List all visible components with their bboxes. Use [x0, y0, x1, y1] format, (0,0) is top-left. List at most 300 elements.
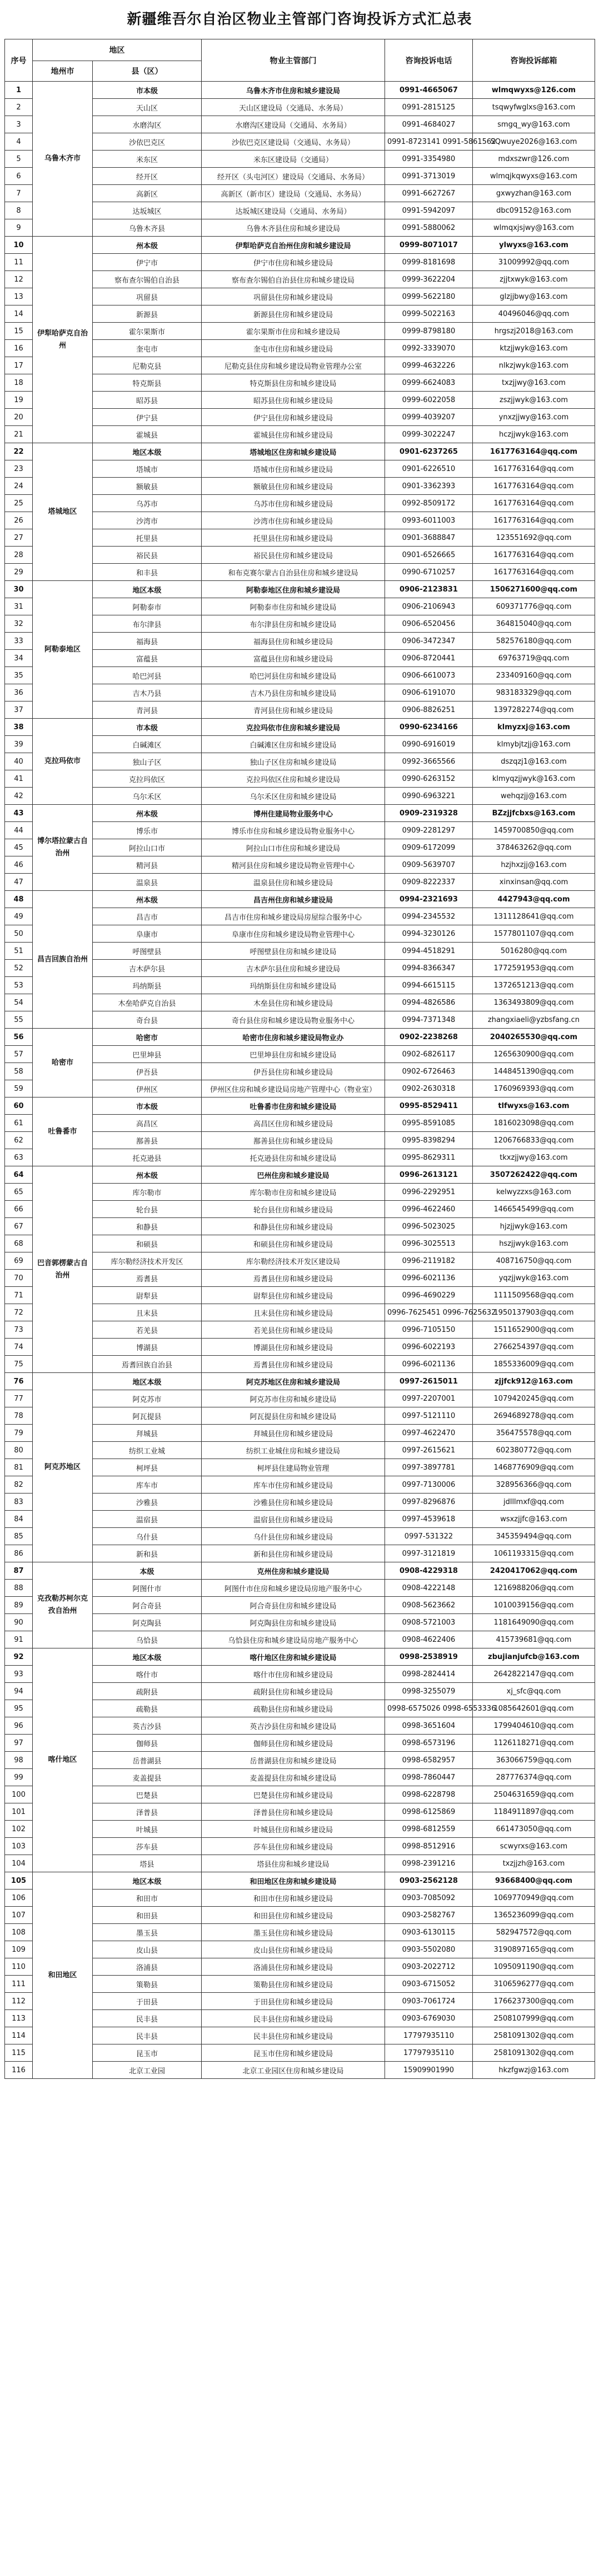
- email-address: 2504631659@qq.com: [473, 1786, 595, 1803]
- county-name: 阿勒泰市: [93, 598, 202, 615]
- email-address: 1617763164@qq.com: [473, 443, 595, 460]
- row-number: 69: [5, 1252, 33, 1270]
- email-address: 1617763164@qq.com: [473, 478, 595, 495]
- county-name: 柯坪县: [93, 1459, 202, 1476]
- table-row: [5, 1648, 595, 1666]
- email-address: scwyrxs@163.com: [473, 1838, 595, 1855]
- phone-number: 0997-531322: [385, 1528, 473, 1545]
- table-row: [5, 1494, 595, 1511]
- row-number: 98: [5, 1752, 33, 1769]
- county-name: 沙依巴克区: [93, 133, 202, 151]
- dept-name: 托里县住房和城乡建设局: [202, 529, 385, 547]
- dept-name: 克拉玛依市住房和城乡建设局: [202, 719, 385, 736]
- email-address: 1577801107@qq.com: [473, 925, 595, 943]
- county-name: 克拉玛依区: [93, 770, 202, 788]
- row-number: 65: [5, 1184, 33, 1201]
- phone-number: 0903-6715052: [385, 1976, 473, 1993]
- county-name: 鄯善县: [93, 1132, 202, 1149]
- dept-name: 和田地区住房和城乡建设局: [202, 1872, 385, 1890]
- table-row: [5, 185, 595, 202]
- row-number: 28: [5, 547, 33, 564]
- row-number: 3: [5, 116, 33, 133]
- row-number: 53: [5, 977, 33, 994]
- row-number: 89: [5, 1597, 33, 1614]
- dept-name: 塔城市住房和城乡建设局: [202, 460, 385, 478]
- dept-name: 岳普湖县住房和城乡建设局: [202, 1752, 385, 1769]
- table-row: [5, 1046, 595, 1063]
- county-name: 市本级: [93, 82, 202, 99]
- row-number: 24: [5, 478, 33, 495]
- table-row: [5, 891, 595, 908]
- dept-name: 昌吉市住房和城乡建设局房屋综合服务中心: [202, 908, 385, 925]
- row-number: 56: [5, 1029, 33, 1046]
- table-row: [5, 168, 595, 185]
- county-name: 哈密市: [93, 1029, 202, 1046]
- table-row: [5, 1580, 595, 1597]
- email-address: zjjtxwyk@163.com: [473, 271, 595, 288]
- table-row: [5, 1872, 595, 1890]
- phone-number: 0995-8629311: [385, 1149, 473, 1166]
- table-row: [5, 1941, 595, 1958]
- dept-name: 柯坪县住建局物业管理: [202, 1459, 385, 1476]
- row-number: 58: [5, 1063, 33, 1080]
- email-address: 1816023098@qq.com: [473, 1115, 595, 1132]
- region-name: 哈密市: [33, 1029, 93, 1097]
- phone-number: 0994-2321693: [385, 891, 473, 908]
- table-row: [5, 1511, 595, 1528]
- phone-number: 0998-2538919: [385, 1648, 473, 1666]
- row-number: 45: [5, 839, 33, 856]
- phone-number: 0992-3665566: [385, 753, 473, 770]
- dept-name: 皮山县住房和城乡建设局: [202, 1941, 385, 1958]
- table-row: [5, 1890, 595, 1907]
- row-number: 95: [5, 1700, 33, 1717]
- table-row: [5, 288, 595, 305]
- county-name: 民丰县: [93, 2027, 202, 2044]
- dept-name: 纺织工业城住房和城乡建设局: [202, 1442, 385, 1459]
- row-number: 54: [5, 994, 33, 1011]
- row-number: 30: [5, 581, 33, 598]
- county-name: 阿拉山口市: [93, 839, 202, 856]
- row-number: 77: [5, 1390, 33, 1407]
- phone-number: 0998-2824414: [385, 1666, 473, 1683]
- table-row: [5, 977, 595, 994]
- row-number: 2: [5, 99, 33, 116]
- county-name: 昭苏县: [93, 392, 202, 409]
- phone-number: 0901-3362393: [385, 478, 473, 495]
- county-name: 奎屯市: [93, 340, 202, 357]
- email-address: 2581091302@qq.com: [473, 2044, 595, 2062]
- row-number: 63: [5, 1149, 33, 1166]
- table-row: [5, 788, 595, 805]
- dept-name: 尉犁县住房和城乡建设局: [202, 1287, 385, 1304]
- table-row: [5, 1235, 595, 1252]
- row-number: 32: [5, 615, 33, 633]
- dept-name: 喀什市住房和城乡建设局: [202, 1666, 385, 1683]
- phone-number: 0998-3255079: [385, 1683, 473, 1700]
- table-body: [5, 82, 595, 2079]
- phone-number: 17797935110: [385, 2027, 473, 2044]
- row-number: 6: [5, 168, 33, 185]
- email-address: 1216988206@qq.com: [473, 1580, 595, 1597]
- dept-name: 博州住建局物业服务中心: [202, 805, 385, 822]
- email-address: 609371776@qq.com: [473, 598, 595, 615]
- email-address: 1184911897@qq.com: [473, 1803, 595, 1821]
- dept-name: 高昌区住房和城乡建设局: [202, 1115, 385, 1132]
- email-address: wsxzjjfc@163.com: [473, 1511, 595, 1528]
- region-name: 伊犁哈萨克自治州: [33, 237, 93, 443]
- phone-number: 0990-6234166: [385, 719, 473, 736]
- county-name: 于田县: [93, 1993, 202, 2010]
- phone-number: 0990-6916019: [385, 736, 473, 753]
- county-name: 市本级: [93, 1097, 202, 1115]
- table-row: [5, 1356, 595, 1373]
- county-name: 伊吾县: [93, 1063, 202, 1080]
- table-row: [5, 1976, 595, 1993]
- phone-number: 0999-5022163: [385, 305, 473, 323]
- table-row: [5, 133, 595, 151]
- table-row: [5, 478, 595, 495]
- phone-number: 0998-6575026 0998-6553336: [385, 1700, 473, 1717]
- table-row: [5, 529, 595, 547]
- dept-name: 额敏县住房和城乡建设局: [202, 478, 385, 495]
- table-row: [5, 1631, 595, 1648]
- row-number: 50: [5, 925, 33, 943]
- email-address: yqzjjwyk@163.com: [473, 1270, 595, 1287]
- table-row: [5, 305, 595, 323]
- table-row: [5, 736, 595, 753]
- phone-number: 0997-8296876: [385, 1494, 473, 1511]
- county-name: 昆玉市: [93, 2044, 202, 2062]
- table-row: [5, 2044, 595, 2062]
- dept-name: 呼图壁县住房和城乡建设局: [202, 943, 385, 960]
- table-row: [5, 1425, 595, 1442]
- table-row: [5, 82, 595, 99]
- county-name: 地区本级: [93, 581, 202, 598]
- email-address: 415739681@qq.com: [473, 1631, 595, 1648]
- county-name: 麦盖提县: [93, 1769, 202, 1786]
- dept-name: 乌尔禾区住房和城乡建设局: [202, 788, 385, 805]
- dept-name: 霍城县住房和城乡建设局: [202, 426, 385, 443]
- dept-name: 吐鲁番市住房和城乡建设局: [202, 1097, 385, 1115]
- county-name: 青河县: [93, 701, 202, 719]
- phone-number: 0991-4665067: [385, 82, 473, 99]
- phone-number: 0901-6237265: [385, 443, 473, 460]
- dept-name: 温宿县住房和城乡建设局: [202, 1511, 385, 1528]
- region-name: 阿克苏地区: [33, 1373, 93, 1562]
- county-name: 焉耆县: [93, 1270, 202, 1287]
- phone-number: 0906-6520456: [385, 615, 473, 633]
- email-address: tsqwyfwglxs@163.com: [473, 99, 595, 116]
- table-row: [5, 2062, 595, 2079]
- phone-number: 0994-8366347: [385, 960, 473, 977]
- county-name: 地区本级: [93, 1373, 202, 1390]
- table-row: [5, 357, 595, 374]
- table-row: [5, 1373, 595, 1390]
- table-row: [5, 1683, 595, 1700]
- phone-number: 0996-3025513: [385, 1235, 473, 1252]
- dept-name: 精河县住房和城乡建设局物业管理中心: [202, 856, 385, 874]
- phone-number: 0996-5023025: [385, 1218, 473, 1235]
- county-name: 和硕县: [93, 1235, 202, 1252]
- email-address: 2642822147@qq.com: [473, 1666, 595, 1683]
- dept-name: 布尔津县住房和城乡建设局: [202, 615, 385, 633]
- table-row: [5, 1407, 595, 1425]
- phone-number: 0991-5942097: [385, 202, 473, 219]
- table-row: [5, 719, 595, 736]
- county-name: 沙湾市: [93, 512, 202, 529]
- row-number: 66: [5, 1201, 33, 1218]
- phone-number: 0902-2238268: [385, 1029, 473, 1046]
- dept-name: 库车市住房和城乡建设局: [202, 1476, 385, 1494]
- phone-number: 0995-8591085: [385, 1115, 473, 1132]
- county-name: 洛浦县: [93, 1958, 202, 1976]
- row-number: 20: [5, 409, 33, 426]
- dept-name: 阿合奇县住房和城乡建设局: [202, 1597, 385, 1614]
- table-row: [5, 495, 595, 512]
- dept-name: 巩留县住房和城乡建设局: [202, 288, 385, 305]
- row-number: 111: [5, 1976, 33, 1993]
- row-number: 13: [5, 288, 33, 305]
- email-address: 1772591953@qq.com: [473, 960, 595, 977]
- email-address: ynxzjjwy@163.com: [473, 409, 595, 426]
- table-row: [5, 202, 595, 219]
- table-row: [5, 908, 595, 925]
- phone-number: 0998-6125869: [385, 1803, 473, 1821]
- email-address: 2766254397@qq.com: [473, 1339, 595, 1356]
- county-name: 州本级: [93, 1166, 202, 1184]
- email-address: wlmqjkqwyxs@163.com: [473, 168, 595, 185]
- email-address: wehqzjj@163.com: [473, 788, 595, 805]
- email-address: ktzjjwyk@163.com: [473, 340, 595, 357]
- county-name: 玛纳斯县: [93, 977, 202, 994]
- row-number: 5: [5, 151, 33, 168]
- dept-name: 霍尔果斯市住房和城乡建设局: [202, 323, 385, 340]
- row-number: 25: [5, 495, 33, 512]
- phone-number: 0996-6021136: [385, 1356, 473, 1373]
- county-name: 地区本级: [93, 1872, 202, 1890]
- email-address: 287776374@qq.com: [473, 1769, 595, 1786]
- table-row: [5, 443, 595, 460]
- email-address: 1617763164@qq.com: [473, 495, 595, 512]
- row-number: 90: [5, 1614, 33, 1631]
- row-number: 84: [5, 1511, 33, 1528]
- row-number: 103: [5, 1838, 33, 1855]
- email-address: zszjjwyk@163.com: [473, 392, 595, 409]
- phone-number: 0997-2207001: [385, 1390, 473, 1407]
- table-row: [5, 1442, 595, 1459]
- county-name: 新和县: [93, 1545, 202, 1562]
- dept-name: 焉耆县住房和城乡建设局: [202, 1356, 385, 1373]
- email-address: klmybjtzjj@163.com: [473, 736, 595, 753]
- dept-name: 塔县住房和城乡建设局: [202, 1855, 385, 1872]
- row-number: 112: [5, 1993, 33, 2010]
- dept-name: 克拉玛依区住房和城乡建设局: [202, 770, 385, 788]
- table-row: [5, 1562, 595, 1580]
- email-address: 1766237300@qq.com: [473, 1993, 595, 2010]
- email-address: 1181649090@qq.com: [473, 1614, 595, 1631]
- table-row: [5, 1735, 595, 1752]
- dept-name: 察布查尔锡伯自治县住房和城乡建设局: [202, 271, 385, 288]
- table-row: [5, 1132, 595, 1149]
- email-address: 2581091302@qq.com: [473, 2027, 595, 2044]
- email-address: 1111509568@qq.com: [473, 1287, 595, 1304]
- email-address: hczjjwyk@163.com: [473, 426, 595, 443]
- table-row: [5, 1907, 595, 1924]
- phone-number: 0903-5502080: [385, 1941, 473, 1958]
- row-number: 97: [5, 1735, 33, 1752]
- email-address: 364815040@qq.com: [473, 615, 595, 633]
- dept-name: 经开区（头屯河区）建设局（交通局、水务局）: [202, 168, 385, 185]
- region-name: 乌鲁木齐市: [33, 82, 93, 237]
- row-number: 11: [5, 254, 33, 271]
- email-address: 31009992@qq.com: [473, 254, 595, 271]
- phone-number: 0906-6191070: [385, 684, 473, 701]
- row-number: 79: [5, 1425, 33, 1442]
- county-name: 纺织工业城: [93, 1442, 202, 1459]
- header-email: 咨询投诉邮箱: [473, 39, 595, 82]
- row-number: 64: [5, 1166, 33, 1184]
- table-row: [5, 1855, 595, 1872]
- row-number: 71: [5, 1287, 33, 1304]
- email-address: zjjfck912@163.com: [473, 1373, 595, 1390]
- county-name: 经开区: [93, 168, 202, 185]
- dept-name: 和布克赛尔蒙古自治县住房和城乡建设局: [202, 564, 385, 581]
- email-address: 1363493809@qq.com: [473, 994, 595, 1011]
- table-row: [5, 1597, 595, 1614]
- row-number: 10: [5, 237, 33, 254]
- dept-name: 高新区（新市区）建设局（交通局、水务局）: [202, 185, 385, 202]
- dept-name: 吉木萨尔县住房和城乡建设局: [202, 960, 385, 977]
- email-address: klmyqzjjwyk@163.com: [473, 770, 595, 788]
- county-name: 疏附县: [93, 1683, 202, 1700]
- row-number: 96: [5, 1717, 33, 1735]
- row-number: 19: [5, 392, 33, 409]
- county-name: 阿瓦提县: [93, 1407, 202, 1425]
- dept-name: 民丰县住房和城乡建设局: [202, 2027, 385, 2044]
- county-name: 沙雅县: [93, 1494, 202, 1511]
- dept-name: 特克斯县住房和城乡建设局: [202, 374, 385, 392]
- region-name: 克孜勒苏柯尔克孜自治州: [33, 1562, 93, 1648]
- county-name: 塔县: [93, 1855, 202, 1872]
- table-row: [5, 1063, 595, 1080]
- dept-name: 玛纳斯县住房和城乡建设局: [202, 977, 385, 994]
- table-row: [5, 340, 595, 357]
- dept-name: 白碱滩区住房和城乡建设局: [202, 736, 385, 753]
- county-name: 奇台县: [93, 1011, 202, 1029]
- county-name: 莎车县: [93, 1838, 202, 1855]
- email-address: 3507262422@qq.com: [473, 1166, 595, 1184]
- email-address: 1265630900@qq.com: [473, 1046, 595, 1063]
- county-name: 巩留县: [93, 288, 202, 305]
- email-address: tlfwyxs@163.com: [473, 1097, 595, 1115]
- phone-number: 0993-6011003: [385, 512, 473, 529]
- dept-name: 疏附县住房和城乡建设局: [202, 1683, 385, 1700]
- dept-name: 库尔勒经济技术开发区建设局: [202, 1252, 385, 1270]
- region-name: 塔城地区: [33, 443, 93, 581]
- table-row: [5, 1218, 595, 1235]
- phone-number: 0994-7371348: [385, 1011, 473, 1029]
- county-name: 博乐市: [93, 822, 202, 839]
- phone-number: 0998-7860447: [385, 1769, 473, 1786]
- row-number: 113: [5, 2010, 33, 2027]
- email-address: 345359494@qq.com: [473, 1528, 595, 1545]
- header-prefecture: 地州市: [33, 61, 93, 82]
- dept-name: 米东区建设局（交通局）: [202, 151, 385, 168]
- email-address: 1468776909@qq.com: [473, 1459, 595, 1476]
- phone-number: 0997-2615011: [385, 1373, 473, 1390]
- email-address: zbujianjufcb@163.com: [473, 1648, 595, 1666]
- table-row: [5, 1993, 595, 2010]
- dept-name: 阿克陶县住房和城乡建设局: [202, 1614, 385, 1631]
- email-address: mdxszwr@126.com: [473, 151, 595, 168]
- table-row: [5, 598, 595, 615]
- row-number: 72: [5, 1304, 33, 1321]
- row-number: 57: [5, 1046, 33, 1063]
- dept-name: 和硕县住房和城乡建设局: [202, 1235, 385, 1252]
- phone-number: 0997-4622470: [385, 1425, 473, 1442]
- row-number: 100: [5, 1786, 33, 1803]
- county-name: 额敏县: [93, 478, 202, 495]
- table-row: [5, 547, 595, 564]
- phone-number: 0991-2815125: [385, 99, 473, 116]
- dept-name: 和田市住房和城乡建设局: [202, 1890, 385, 1907]
- table-row: [5, 512, 595, 529]
- email-address: hzjhxzjj@163.com: [473, 856, 595, 874]
- row-number: 18: [5, 374, 33, 392]
- phone-number: 0901-6226510: [385, 460, 473, 478]
- row-number: 82: [5, 1476, 33, 1494]
- table-row: [5, 1803, 595, 1821]
- phone-number: 0994-2345532: [385, 908, 473, 925]
- email-address: wlmqwyxs@126.com: [473, 82, 595, 99]
- row-number: 48: [5, 891, 33, 908]
- dept-name: 乌什县住房和城乡建设局: [202, 1528, 385, 1545]
- phone-number: 0908-4622406: [385, 1631, 473, 1648]
- row-number: 35: [5, 667, 33, 684]
- phone-number: 0996-2292951: [385, 1184, 473, 1201]
- row-number: 85: [5, 1528, 33, 1545]
- dept-name: 阿克苏地区住房和城乡建设局: [202, 1373, 385, 1390]
- phone-number: 0994-6615115: [385, 977, 473, 994]
- phone-number: 0998-6582957: [385, 1752, 473, 1769]
- phone-number: 0990-6263152: [385, 770, 473, 788]
- county-name: 高新区: [93, 185, 202, 202]
- email-address: ylwyxs@163.com: [473, 237, 595, 254]
- table-row: [5, 374, 595, 392]
- row-number: 27: [5, 529, 33, 547]
- table-row: [5, 1545, 595, 1562]
- phone-number: 0999-8798180: [385, 323, 473, 340]
- phone-number: 0999-3022247: [385, 426, 473, 443]
- email-address: 661473050@qq.com: [473, 1821, 595, 1838]
- dept-name: 乌苏市住房和城乡建设局: [202, 495, 385, 512]
- row-number: 75: [5, 1356, 33, 1373]
- email-address: 1061193315@qq.com: [473, 1545, 595, 1562]
- phone-number: 0903-6769030: [385, 2010, 473, 2027]
- dept-name: 阿勒泰市住房和城乡建设局: [202, 598, 385, 615]
- county-name: 阿克苏市: [93, 1390, 202, 1407]
- email-address: 69763719@qq.com: [473, 650, 595, 667]
- county-name: 裕民县: [93, 547, 202, 564]
- region-name: 巴音郭楞蒙古自治州: [33, 1166, 93, 1373]
- table-row: [5, 2027, 595, 2044]
- dept-name: 裕民县住房和城乡建设局: [202, 547, 385, 564]
- contact-table: [4, 39, 595, 2079]
- county-name: 昌吉市: [93, 908, 202, 925]
- phone-number: 0901-6526665: [385, 547, 473, 564]
- dept-name: 喀什地区住房和城乡建设局: [202, 1648, 385, 1666]
